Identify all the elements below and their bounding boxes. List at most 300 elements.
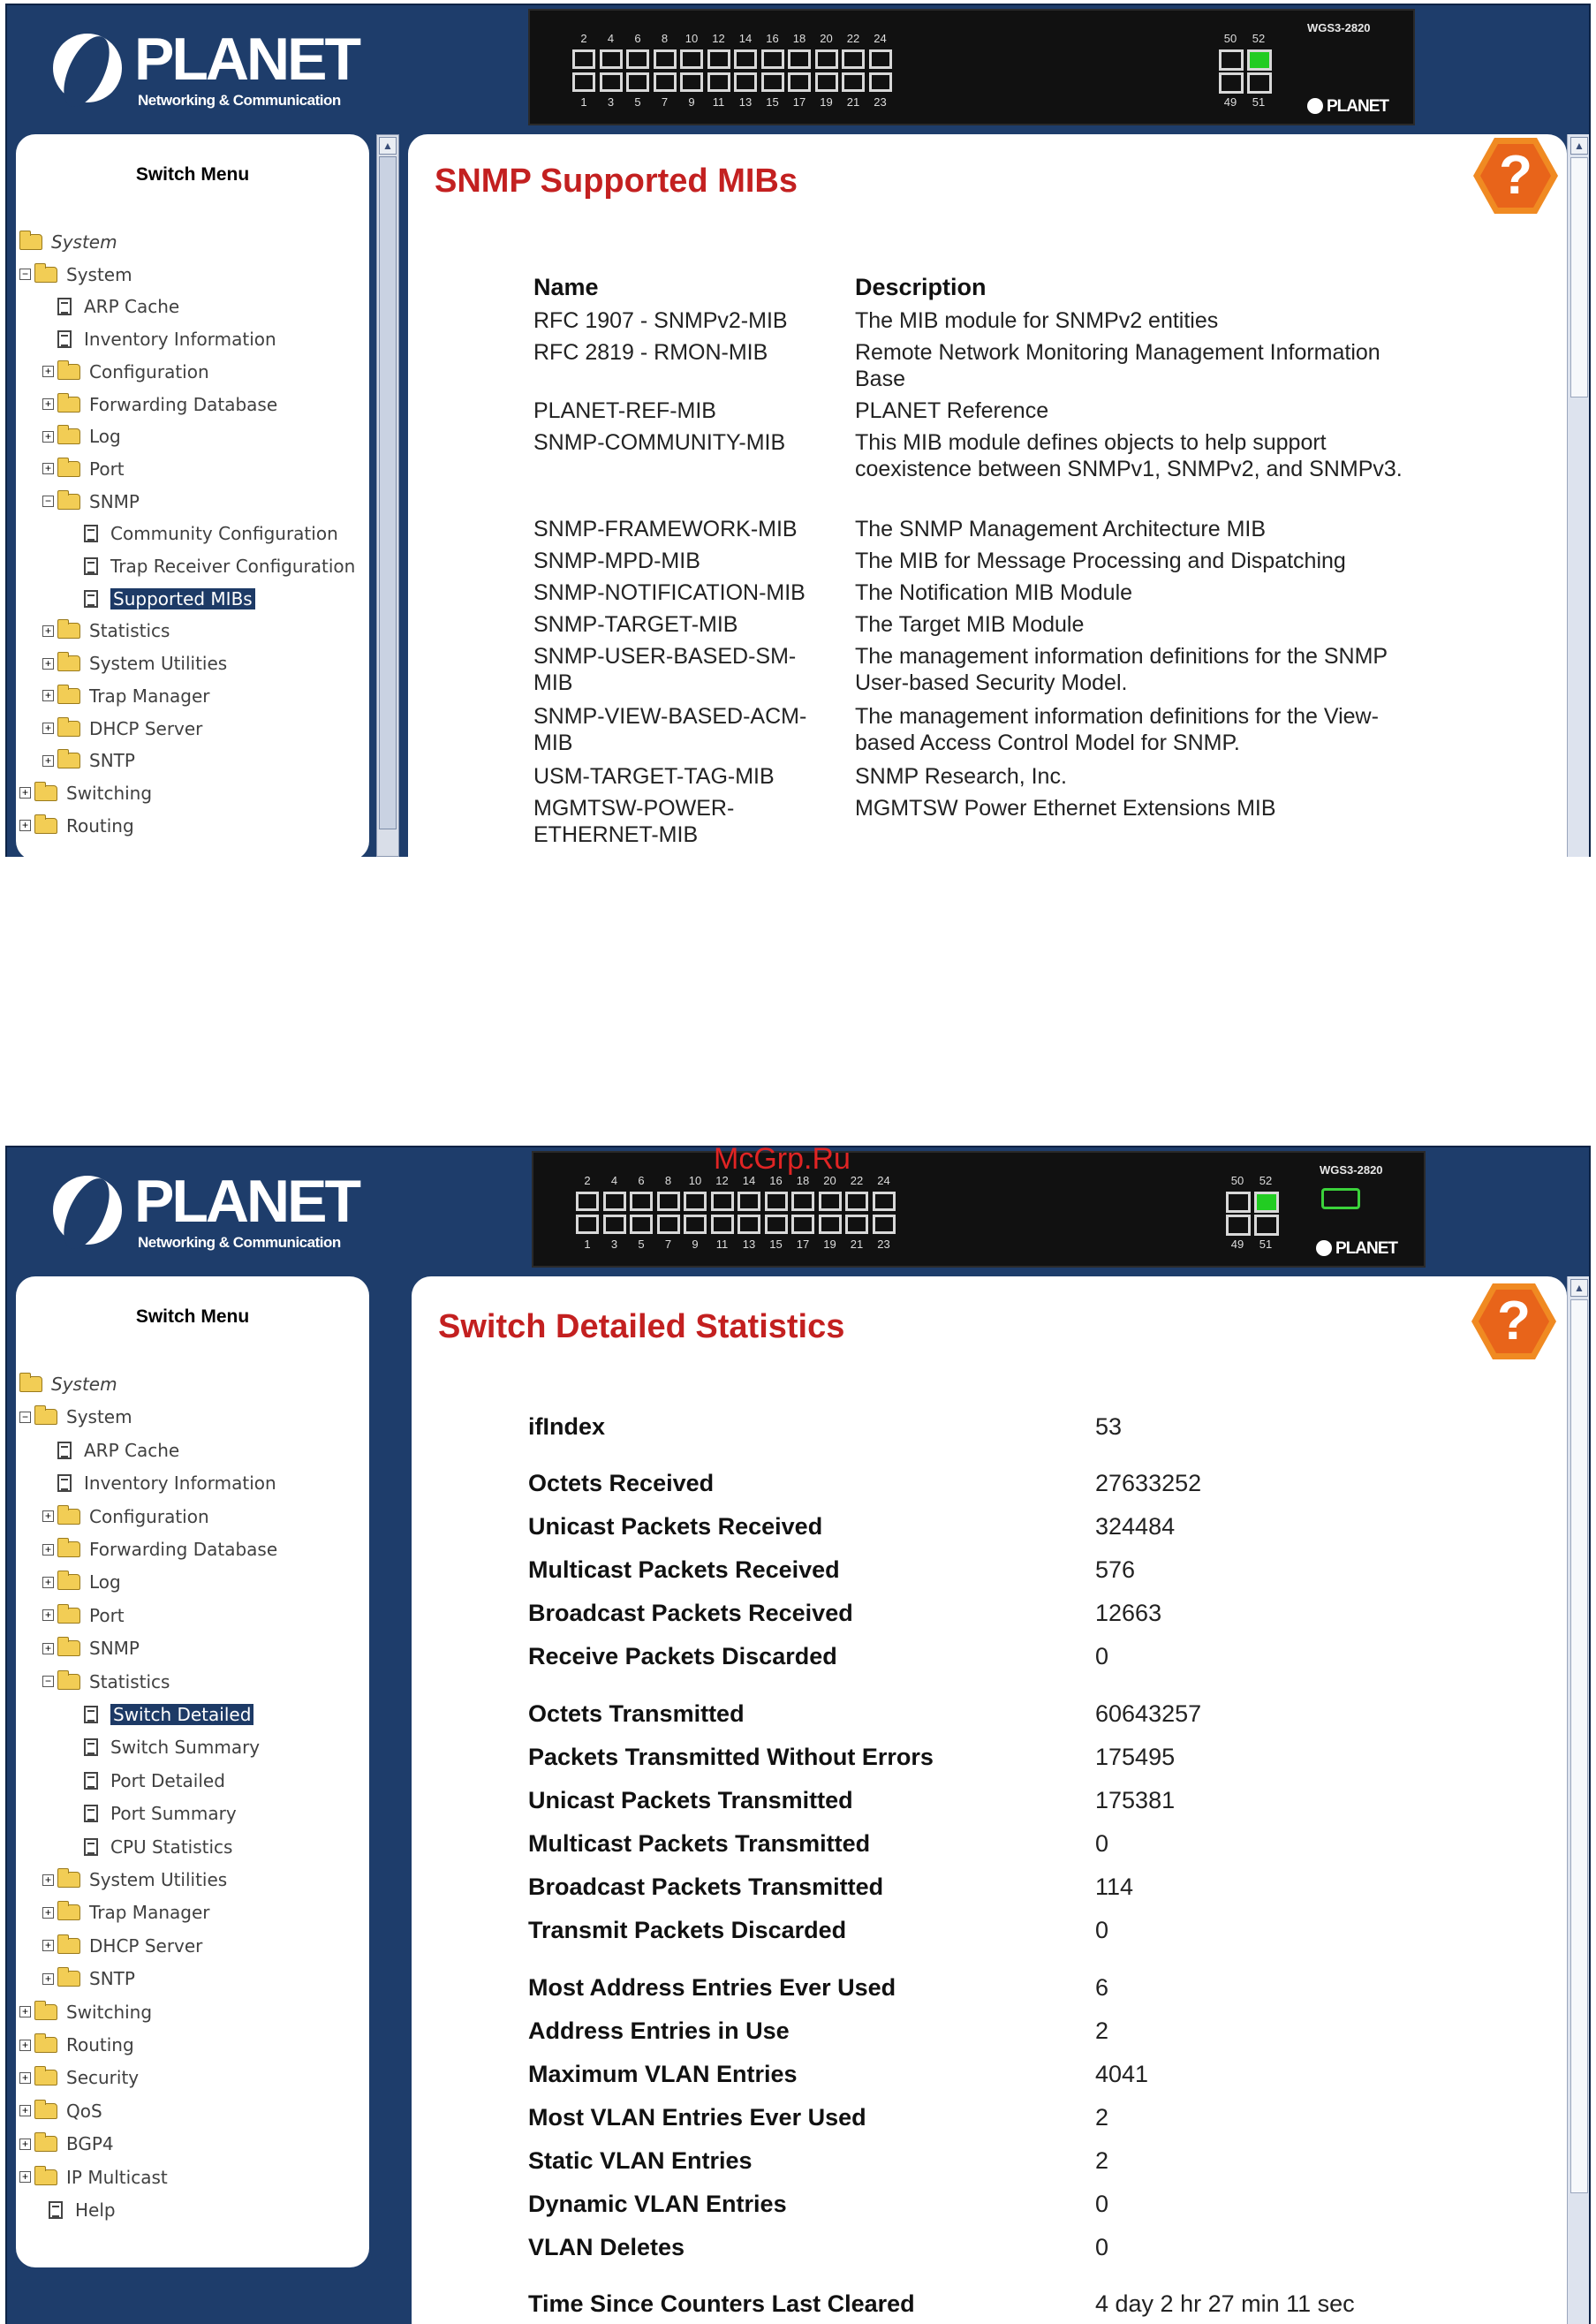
mib-name-cell: SNMP-MPD-MIB [533, 549, 700, 573]
folder-icon [57, 1872, 80, 1888]
expand-icon[interactable]: + [42, 1510, 54, 1522]
tree-item-label: DHCP Server [89, 717, 203, 739]
folder-icon [57, 1938, 80, 1954]
stat-label: Broadcast Packets Received [528, 1600, 853, 1626]
stat-label: Time Since Counters Last Cleared [528, 2290, 915, 2317]
sfp-number-label: 49 [1230, 1238, 1244, 1251]
port-number-label: 24 [877, 1174, 890, 1187]
port-18 [788, 49, 811, 69]
tree-item-label: Log [89, 426, 121, 448]
mib-name-cell: RFC 1907 - SNMPv2-MIB [533, 308, 788, 333]
content-scroll-thumb[interactable] [1570, 157, 1588, 397]
stat-value: 0 [1095, 1643, 1109, 1669]
mib-description-cell: PLANET Reference [855, 398, 1049, 423]
tree-item-ip-multicast[interactable] [19, 2165, 168, 2190]
tree-item-trap-receiver-configuration[interactable] [69, 554, 355, 579]
mib-description-cell: Remote Network Monitoring Management Information Base [855, 340, 1380, 391]
port-23 [869, 72, 892, 92]
folder-icon [57, 623, 80, 639]
page-icon [84, 1706, 98, 1723]
sfp-port-50 [1226, 1192, 1251, 1213]
switch-menu-panel [16, 134, 369, 857]
tree-item-label: Port [89, 1604, 125, 1626]
logo-text: PLANET [134, 1168, 359, 1235]
tree-item-configuration[interactable] [42, 360, 209, 384]
port-number-label: 17 [792, 95, 806, 109]
switch-front-panel [532, 1151, 1426, 1268]
tree-item-port-summary[interactable] [69, 1801, 237, 1826]
page-icon [84, 525, 98, 542]
stat-label: VLAN Deletes [528, 2234, 685, 2260]
tree-item-security[interactable] [19, 2065, 139, 2090]
port-number-label: 1 [584, 1238, 591, 1251]
stat-label: Unicast Packets Transmitted [528, 1787, 853, 1813]
collapse-icon[interactable]: − [19, 269, 31, 280]
port-10 [684, 1192, 707, 1211]
expand-icon[interactable]: + [42, 625, 54, 637]
tree-item-label: Switching [66, 2001, 153, 2023]
tree-item-forwarding-database[interactable] [42, 392, 277, 417]
stat-value: 2 [1095, 2147, 1109, 2174]
expand-icon[interactable]: + [42, 1907, 54, 1919]
port-number-label: 11 [712, 95, 725, 109]
mib-description-cell: The management information definitions for the SNMP User-based Security Model. [855, 644, 1388, 695]
port-22 [842, 49, 865, 69]
tree-item-label: Routing [66, 814, 134, 836]
sfp-port-51 [1247, 72, 1272, 94]
expand-icon[interactable]: + [42, 658, 54, 670]
folder-icon [34, 2169, 57, 2185]
expand-icon[interactable]: + [42, 1874, 54, 1886]
port-7 [654, 72, 677, 92]
expand-icon[interactable]: + [42, 1643, 54, 1654]
tree-item-label: Inventory Information [84, 1472, 276, 1495]
tree-item-configuration[interactable] [42, 1504, 209, 1529]
sfp-port-52 [1254, 1192, 1279, 1213]
port-number-label: 13 [738, 95, 753, 109]
tree-item-arp-cache[interactable] [42, 1438, 179, 1463]
tree-item-trap-manager[interactable] [42, 684, 209, 708]
port-number-label: 22 [850, 1174, 864, 1187]
port-number-label: 16 [769, 1174, 783, 1187]
port-11 [707, 72, 730, 92]
watermark: McGrp.Ru [714, 1142, 851, 1176]
tree-item-port[interactable] [42, 1603, 125, 1628]
mib-name-cell: RFC 2819 - RMON-MIB [533, 340, 768, 365]
tree-item-help[interactable] [34, 2198, 116, 2222]
expand-icon[interactable]: + [19, 2171, 31, 2183]
port-24 [873, 1192, 896, 1211]
tree-item-sntp[interactable] [42, 1966, 135, 1991]
mib-name-cell: SNMP-VIEW-BASED-ACM-MIB [533, 704, 807, 755]
stat-label: Broadcast Packets Transmitted [528, 1874, 884, 1900]
stat-value: 175495 [1095, 1744, 1176, 1770]
port-number-label: 10 [688, 1174, 702, 1187]
port-number-label: 10 [685, 32, 699, 45]
tree-item-dhcp-server[interactable] [42, 1934, 202, 1958]
tree-item-label: SNTP [89, 1968, 135, 1990]
port-number-label: 4 [607, 32, 615, 45]
tree-item-label: Switch Summary [110, 1737, 261, 1759]
tree-item-sntp[interactable] [42, 748, 135, 773]
device-model-label: WGS3-2820 [1307, 21, 1371, 34]
tree-item-switch-detailed[interactable] [69, 1702, 253, 1727]
tree-item-inventory-information[interactable] [42, 327, 276, 352]
stat-label: Packets Transmitted Without Errors [528, 1744, 934, 1770]
app-frame [5, 4, 1591, 857]
mib-name-cell: SNMP-TARGET-MIB [533, 612, 738, 637]
expand-icon[interactable]: + [19, 787, 31, 799]
port-9 [680, 72, 703, 92]
port-15 [765, 1215, 788, 1234]
tree-item-system[interactable] [19, 1372, 117, 1397]
tree-item-label: Log [89, 1571, 121, 1593]
mib-description-cell: The MIB for Message Processing and Dispatching [855, 549, 1346, 573]
tree-item-snmp[interactable] [42, 489, 140, 514]
tree-item-community-configuration[interactable] [69, 521, 338, 546]
port-20 [819, 1192, 842, 1211]
page-icon [49, 2201, 63, 2219]
port-number-label: 19 [823, 1238, 836, 1251]
expand-icon[interactable]: + [42, 1609, 54, 1621]
expand-icon[interactable]: + [42, 755, 54, 767]
column-header-description: Description [855, 274, 987, 300]
page-icon [84, 1805, 98, 1822]
stat-value: 2 [1095, 2017, 1109, 2044]
port-21 [842, 72, 865, 92]
expand-icon[interactable]: + [42, 1544, 54, 1556]
tree-item-switch-summary[interactable] [69, 1735, 260, 1760]
tree-item-switching[interactable] [19, 2000, 152, 2025]
port-number-label: 6 [634, 32, 641, 45]
stat-label: Address Entries in Use [528, 2017, 790, 2044]
sfp-port-50 [1219, 49, 1244, 71]
folder-open-icon [57, 494, 80, 510]
port-24 [869, 49, 892, 69]
folder-icon [57, 1640, 80, 1656]
mib-name-cell: USM-TARGET-TAG-MIB [533, 764, 775, 789]
port-number-label: 21 [846, 95, 860, 109]
port-number-label: 18 [792, 32, 806, 45]
question-mark-icon: ? [1499, 145, 1532, 206]
tree-item-label: Forwarding Database [89, 1539, 278, 1560]
folder-icon [34, 2103, 57, 2119]
folder-icon [34, 2037, 57, 2053]
folder-icon [57, 688, 80, 704]
logo-tagline: Networking & Communication [138, 1234, 341, 1251]
port-3 [603, 1215, 626, 1234]
tree-item-statistics[interactable] [42, 618, 170, 643]
port-14 [734, 49, 757, 69]
stat-value: 114 [1095, 1874, 1134, 1900]
content-scrollbar[interactable] [1567, 134, 1591, 857]
menu-title: Switch Menu [135, 164, 250, 185]
port-23 [873, 1215, 896, 1234]
tree-item-label: IP Multicast [66, 2166, 168, 2188]
stat-value: 53 [1095, 1413, 1123, 1440]
expand-icon[interactable]: + [42, 690, 54, 701]
sfp-port-51 [1254, 1215, 1279, 1236]
port-number-label: 1 [580, 95, 587, 109]
folder-icon [57, 1574, 80, 1590]
expand-icon[interactable]: + [42, 366, 54, 377]
port-number-label: 5 [638, 1238, 645, 1251]
stat-value: 324484 [1095, 1513, 1176, 1540]
help-button[interactable] [1473, 138, 1558, 214]
stat-value: 0 [1095, 1830, 1109, 1857]
collapse-icon[interactable]: − [42, 1676, 54, 1687]
mib-name-cell: SNMP-FRAMEWORK-MIB [533, 517, 798, 541]
port-number-label: 4 [610, 1174, 618, 1187]
tree-item-arp-cache[interactable] [42, 294, 179, 319]
tree-item-trap-manager[interactable] [42, 1900, 209, 1925]
stat-label: Multicast Packets Received [528, 1556, 840, 1583]
port-number-label: 22 [846, 32, 860, 45]
page-icon [57, 1442, 72, 1459]
tree-item-dhcp-server[interactable] [42, 716, 202, 741]
stat-label: Octets Transmitted [528, 1700, 745, 1727]
scroll-up-arrow-icon[interactable]: ▲ [379, 137, 397, 155]
port-6 [626, 49, 649, 69]
content-scroll-thumb[interactable] [1570, 1299, 1588, 2193]
expand-icon[interactable]: + [19, 820, 31, 831]
tree-item-label: Supported MIBs [110, 588, 255, 609]
port-number-label: 14 [738, 32, 753, 45]
port-number-label: 21 [850, 1238, 864, 1251]
port-number-label: 2 [580, 32, 587, 45]
stat-label: Multicast Packets Transmitted [528, 1830, 871, 1857]
folder-icon [57, 1509, 80, 1525]
sfp-number-label: 52 [1252, 32, 1266, 45]
tree-item-label: Trap Manager [89, 1902, 210, 1924]
logo-icon [53, 1176, 122, 1245]
folder-open-icon [19, 1376, 42, 1392]
port-21 [845, 1215, 868, 1234]
mib-name-cell: SNMP-COMMUNITY-MIB [533, 430, 786, 455]
port-number-label: 23 [877, 1238, 890, 1251]
page-icon [84, 1772, 98, 1790]
tree-item-port-detailed[interactable] [69, 1768, 225, 1793]
port-number-label: 16 [766, 32, 779, 45]
tree-item-log[interactable] [42, 1570, 121, 1594]
tree-item-label: Switching [66, 782, 153, 804]
mib-description-cell: The MIB module for SNMPv2 entities [855, 308, 1219, 333]
expand-icon[interactable]: + [19, 2139, 31, 2150]
stat-label: Maximum VLAN Entries [528, 2061, 798, 2087]
expand-icon[interactable]: + [42, 1577, 54, 1588]
port-number-label: 7 [664, 1238, 672, 1251]
tree-item-label: Port Summary [110, 1803, 237, 1825]
expand-icon[interactable]: + [19, 2105, 31, 2116]
device-model-label: WGS3-2820 [1320, 1163, 1383, 1177]
question-mark-icon: ? [1497, 1291, 1531, 1351]
page-title: Switch Detailed Statistics [438, 1308, 845, 1345]
menu-scrollbar[interactable] [376, 134, 399, 857]
port-19 [815, 72, 838, 92]
port-number-label: 14 [742, 1174, 756, 1187]
page-icon [84, 590, 98, 608]
device-planet-logo: PLANET [1316, 1239, 1397, 1259]
port-17 [788, 72, 811, 92]
stat-label: ifIndex [528, 1413, 606, 1440]
mib-description-cell: The Target MIB Module [855, 612, 1085, 637]
port-number-label: 15 [769, 1238, 783, 1251]
tree-item-system[interactable] [19, 1404, 132, 1429]
expand-icon[interactable]: + [42, 431, 54, 443]
collapse-icon[interactable]: − [19, 1412, 31, 1423]
tree-item-label: Help [75, 2199, 116, 2221]
collapse-icon[interactable]: − [42, 496, 54, 507]
content-scrollbar[interactable] [1567, 1276, 1591, 2324]
tree-item-inventory-information[interactable] [42, 1471, 276, 1495]
scroll-up-arrow-icon[interactable]: ▲ [1570, 137, 1588, 155]
tree-item-system[interactable] [19, 230, 117, 254]
port-4 [603, 1192, 626, 1211]
expand-icon[interactable]: + [19, 2072, 31, 2084]
page-icon [84, 557, 98, 575]
scroll-up-arrow-icon[interactable]: ▲ [1570, 1279, 1588, 1297]
tree-item-supported-mibs[interactable] [69, 587, 255, 611]
tree-item-label: Statistics [89, 1670, 170, 1692]
tree-item-system-utilities[interactable] [42, 651, 227, 676]
tree-item-bgp4[interactable] [19, 2131, 114, 2156]
port-17 [791, 1215, 814, 1234]
stat-value: 12663 [1095, 1600, 1162, 1626]
tree-item-label: SNMP [89, 1638, 140, 1660]
port-20 [815, 49, 838, 69]
stat-label: Octets Received [528, 1470, 715, 1496]
menu-scroll-thumb[interactable] [379, 156, 397, 829]
tree-item-switching[interactable] [19, 781, 152, 806]
sfp-number-label: 49 [1223, 95, 1237, 109]
folder-icon [57, 428, 80, 444]
device-planet-logo: PLANET [1307, 97, 1388, 117]
folder-icon [34, 785, 57, 801]
tree-item-port[interactable] [42, 457, 125, 481]
port-15 [761, 72, 784, 92]
port-number-label: 9 [692, 1238, 699, 1251]
folder-icon [57, 1971, 80, 1987]
page-icon [84, 1738, 98, 1756]
sfp-number-label: 51 [1252, 95, 1266, 109]
port-number-label: 3 [607, 95, 615, 109]
stat-value: 4 day 2 hr 27 min 11 sec [1095, 2290, 1355, 2317]
tree-item-label: System [66, 1406, 132, 1428]
port-number-label: 17 [796, 1238, 810, 1251]
port-18 [791, 1192, 814, 1211]
tree-item-label: Statistics [89, 620, 170, 642]
tree-item-label: System Utilities [89, 1869, 228, 1890]
tree-item-routing[interactable] [19, 2033, 134, 2057]
port-8 [657, 1192, 680, 1211]
help-button[interactable] [1471, 1283, 1556, 1359]
page-icon [57, 330, 72, 348]
stat-value: 27633252 [1095, 1470, 1202, 1496]
stat-label: Dynamic VLAN Entries [528, 2191, 787, 2217]
mib-description-cell: SNMP Research, Inc. [855, 764, 1067, 789]
folder-icon [57, 1904, 80, 1920]
planet-logo [53, 26, 359, 124]
folder-icon [57, 397, 80, 413]
mib-description-cell: The management information definitions for the View-based Access Control Model for SNMP. [855, 704, 1379, 755]
column-header-name: Name [533, 274, 599, 300]
port-number-label: 18 [796, 1174, 810, 1187]
folder-icon [57, 1608, 80, 1624]
port-number-label: 13 [742, 1238, 756, 1251]
port-9 [684, 1215, 707, 1234]
sfp-number-label: 51 [1259, 1238, 1273, 1251]
port-number-label: 9 [688, 95, 695, 109]
mib-description-cell: The SNMP Management Architecture MIB [855, 517, 1267, 541]
folder-icon [57, 1541, 80, 1557]
expand-icon[interactable]: + [42, 1940, 54, 1951]
port-number-label: 23 [874, 95, 887, 109]
expand-icon[interactable]: + [19, 2040, 31, 2051]
tree-item-snmp[interactable] [42, 1636, 140, 1661]
port-5 [626, 72, 649, 92]
port-13 [734, 72, 757, 92]
expand-icon[interactable]: + [42, 1973, 54, 1985]
port-11 [711, 1215, 734, 1234]
port-6 [630, 1192, 653, 1211]
sfp-port-52 [1247, 49, 1272, 71]
tree-item-cpu-statistics[interactable] [69, 1835, 232, 1859]
page-icon [57, 1474, 72, 1492]
port-7 [657, 1215, 680, 1234]
port-16 [761, 49, 784, 69]
tree-item-label: System Utilities [89, 653, 228, 675]
expand-icon[interactable]: + [19, 2006, 31, 2017]
folder-open-icon [57, 1674, 80, 1690]
tree-item-label: System [66, 263, 132, 285]
tree-item-label: Routing [66, 2034, 134, 2055]
folder-icon [34, 2004, 57, 2020]
expand-icon[interactable]: + [42, 398, 54, 410]
tree-item-forwarding-database[interactable] [42, 1537, 277, 1562]
port-number-label: 12 [715, 1174, 729, 1187]
folder-icon [57, 655, 80, 671]
app-frame [5, 1146, 1591, 2324]
stat-value: 175381 [1095, 1787, 1176, 1813]
folder-icon [34, 2136, 57, 2152]
stat-value: 0 [1095, 2234, 1109, 2260]
stat-label: Most VLAN Entries Ever Used [528, 2104, 866, 2131]
tree-item-system[interactable] [19, 262, 132, 287]
port-2 [572, 49, 595, 69]
port-1 [572, 72, 595, 92]
switch-menu-panel [16, 1276, 369, 2267]
stat-value: 576 [1095, 1556, 1136, 1583]
tree-item-routing[interactable] [19, 814, 134, 838]
folder-open-icon [34, 1409, 57, 1425]
tree-item-label: Port [89, 458, 125, 480]
port-number-label: 7 [661, 95, 669, 109]
mib-name-cell: PLANET-REF-MIB [533, 398, 716, 423]
expand-icon[interactable]: + [42, 723, 54, 734]
link-led-icon [1321, 1188, 1360, 1209]
tree-item-log[interactable] [42, 424, 121, 449]
tree-item-label: ARP Cache [84, 296, 180, 318]
mib-description-cell: MGMTSW Power Ethernet Extensions MIB [855, 796, 1276, 821]
tree-item-system-utilities[interactable] [42, 1867, 227, 1892]
tree-item-qos[interactable] [19, 2099, 102, 2123]
logo-text: PLANET [134, 26, 359, 93]
page-icon [57, 298, 72, 315]
tree-item-label: Trap Manager [89, 685, 210, 707]
expand-icon[interactable]: + [42, 463, 54, 474]
stat-value: 0 [1095, 1917, 1109, 1943]
tree-item-statistics[interactable] [42, 1669, 170, 1694]
